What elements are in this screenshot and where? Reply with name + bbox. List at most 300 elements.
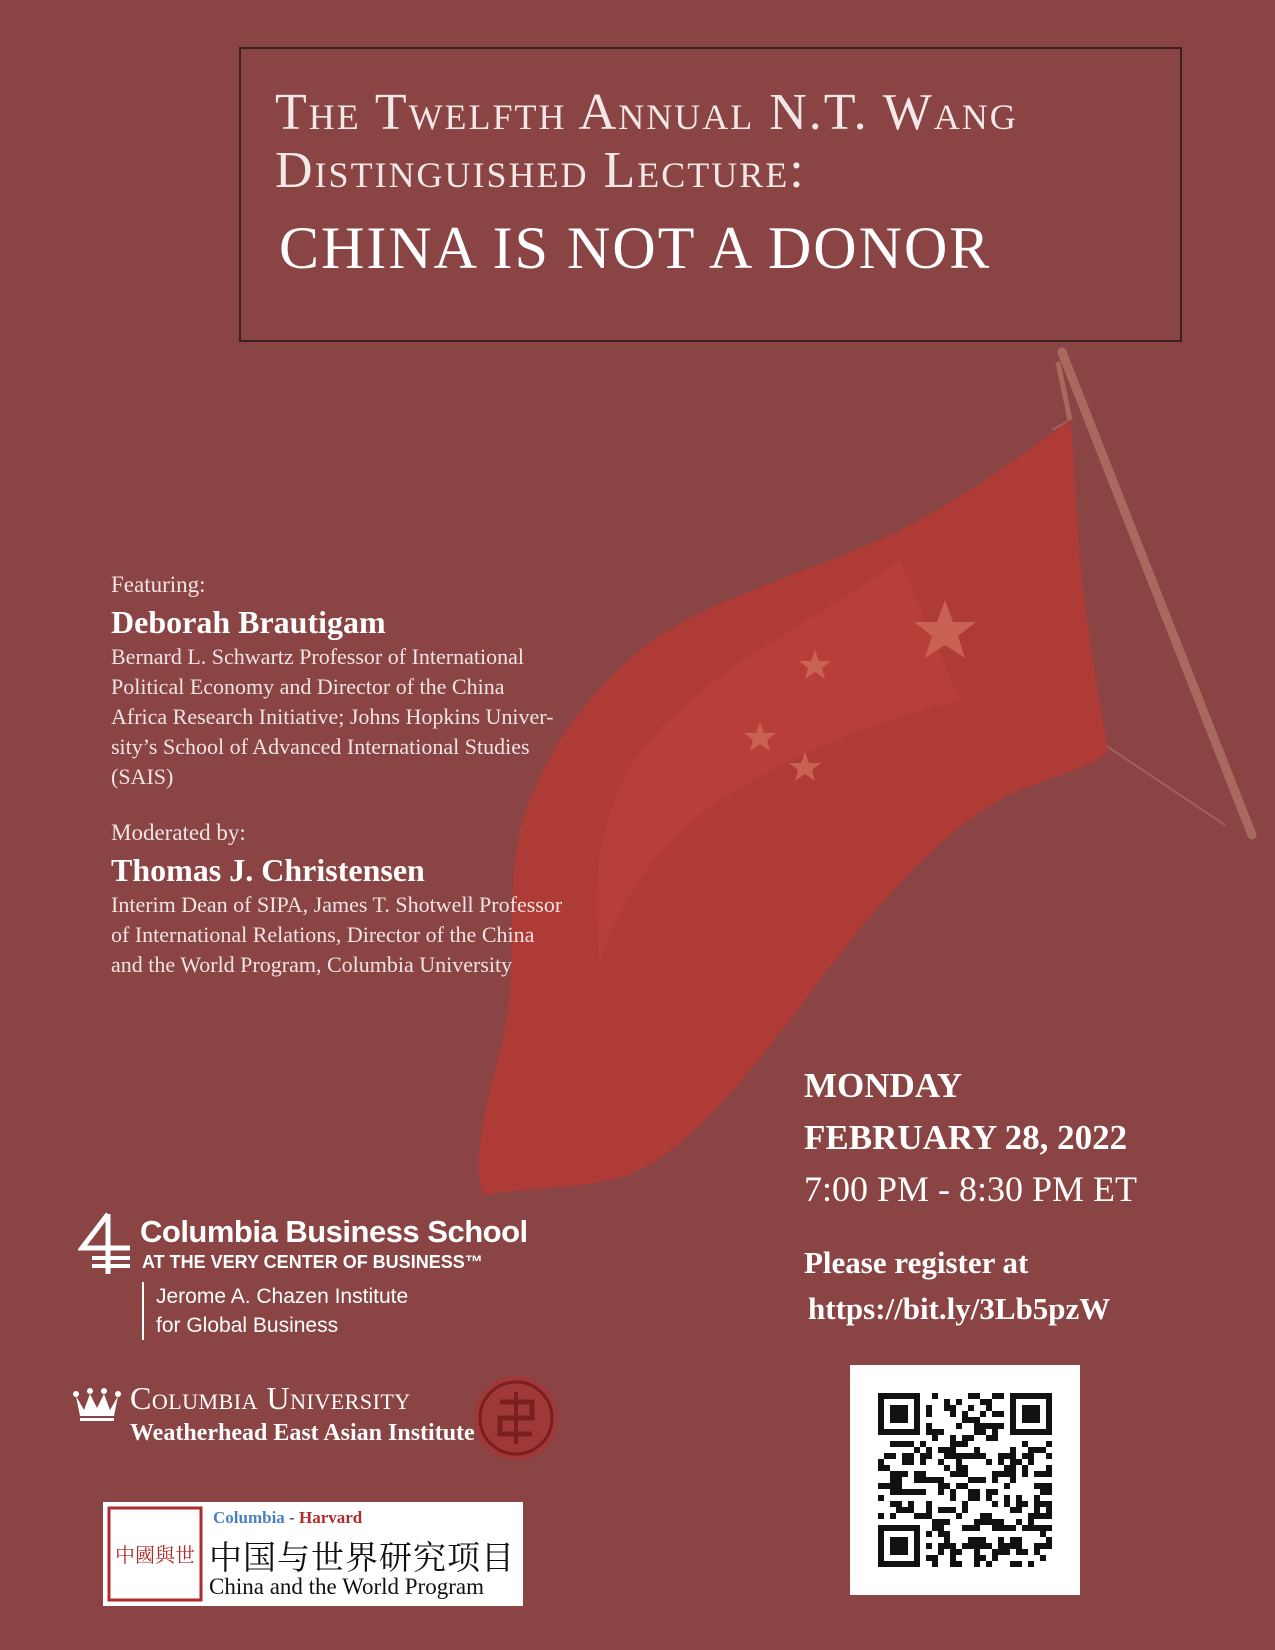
qr-module (1046, 1513, 1052, 1519)
qr-module (920, 1453, 926, 1459)
qr-module (902, 1459, 908, 1465)
qr-module (884, 1465, 890, 1471)
qr-module (974, 1423, 980, 1429)
qr-module (950, 1543, 956, 1549)
qr-module (1046, 1525, 1052, 1531)
qr-module (1046, 1537, 1052, 1543)
qr-module (956, 1549, 962, 1555)
qr-module (956, 1561, 962, 1567)
qr-module (992, 1519, 998, 1525)
qr-module (1010, 1471, 1016, 1477)
qr-module (1004, 1501, 1010, 1507)
qr-module (944, 1537, 950, 1543)
qr-module (956, 1471, 962, 1477)
qr-module (938, 1543, 944, 1549)
cwp-seal-glyphs: 中國與世 (115, 1543, 195, 1567)
qr-module (932, 1555, 938, 1561)
qr-module (974, 1477, 980, 1483)
qr-module (890, 1513, 896, 1519)
qr-module (1046, 1501, 1052, 1507)
qr-module (926, 1501, 932, 1507)
qr-module (968, 1477, 974, 1483)
moderator-description-line: of International Relations, Director of the China (111, 922, 535, 947)
qr-module (938, 1459, 944, 1465)
featuring-label: Featuring: (111, 572, 206, 597)
qr-module (914, 1447, 920, 1453)
qr-module (1022, 1501, 1028, 1507)
speaker-description-line: sity’s School of Advanced International Studies (111, 734, 530, 759)
qr-module (1016, 1549, 1022, 1555)
speaker-description (111, 642, 631, 792)
cbs-name: Columbia Business School (140, 1214, 528, 1249)
qr-module (986, 1423, 992, 1429)
qr-module (1010, 1459, 1016, 1465)
qr-module (1046, 1543, 1052, 1549)
qr-module (908, 1441, 914, 1447)
qr-module (938, 1483, 944, 1489)
lecture-title: CHINA IS NOT A DONOR (279, 215, 992, 281)
cwp-chinese-name: 中国与世界研究项目 (209, 1538, 515, 1577)
qr-module (1040, 1513, 1046, 1519)
qr-module (944, 1531, 950, 1537)
qr-module (980, 1543, 986, 1549)
qr-module (1040, 1483, 1046, 1489)
qr-module (926, 1423, 932, 1429)
qr-module (1004, 1495, 1010, 1501)
chinese-seal-icon (105, 1504, 205, 1604)
qr-module (938, 1519, 944, 1525)
qr-code-icon (850, 1365, 1080, 1595)
qr-module (974, 1549, 980, 1555)
qr-module (980, 1411, 986, 1417)
qr-module (1010, 1477, 1016, 1483)
qr-module (938, 1477, 944, 1483)
qr-module (980, 1519, 986, 1525)
speaker-description-line: Political Economy and Director of the China (111, 674, 505, 699)
columbia-university-logo (72, 1378, 592, 1468)
moderator-description-line: Interim Dean of SIPA, James T. Shotwell Professor (111, 892, 563, 917)
qr-module (1040, 1555, 1046, 1561)
qr-module (986, 1435, 992, 1441)
qr-module (986, 1489, 992, 1495)
qr-module (1040, 1501, 1046, 1507)
qr-module (944, 1453, 950, 1459)
qr-module (1034, 1447, 1040, 1453)
qr-module (956, 1513, 962, 1519)
qr-module (980, 1513, 986, 1519)
qr-module (926, 1429, 932, 1435)
qr-module (1010, 1453, 1016, 1459)
qr-module (890, 1537, 908, 1555)
qr-module (974, 1393, 980, 1399)
qr-module (908, 1453, 914, 1459)
qr-module (992, 1489, 998, 1495)
qr-module (950, 1507, 956, 1513)
qr-module (938, 1447, 944, 1453)
qr-module (1040, 1531, 1046, 1537)
qr-module (1010, 1537, 1016, 1543)
qr-module (986, 1543, 992, 1549)
qr-module (1004, 1549, 1010, 1555)
qr-module (1010, 1525, 1016, 1531)
qr-module (998, 1411, 1004, 1417)
qr-module (1040, 1525, 1046, 1531)
qr-module (932, 1477, 938, 1483)
qr-module (950, 1435, 956, 1441)
qr-module (968, 1495, 974, 1501)
qr-module (1010, 1561, 1016, 1567)
qr-module (920, 1477, 926, 1483)
qr-module (926, 1513, 932, 1519)
qr-module (896, 1441, 902, 1447)
qr-module (962, 1507, 968, 1513)
qr-module (980, 1537, 986, 1543)
qr-module (878, 1465, 884, 1471)
qr-module (992, 1471, 998, 1477)
qr-module (974, 1555, 980, 1561)
qr-module (920, 1513, 926, 1519)
qr-module (902, 1507, 908, 1513)
qr-module (986, 1513, 992, 1519)
qr-module (1022, 1453, 1028, 1459)
qr-module (932, 1429, 938, 1435)
moderator-label: Moderated by: (111, 820, 246, 845)
qr-module (890, 1501, 896, 1507)
qr-module (968, 1453, 974, 1459)
qr-module (1034, 1513, 1040, 1519)
qr-module (980, 1555, 986, 1561)
qr-module (920, 1441, 926, 1447)
seal-icon (470, 1372, 562, 1464)
event-details (804, 1060, 1244, 1332)
qr-module (932, 1435, 938, 1441)
qr-module (1040, 1447, 1046, 1453)
qr-module (974, 1447, 980, 1453)
cbs-institute-line: for Global Business (156, 1314, 339, 1337)
qr-module (992, 1393, 998, 1399)
qr-module (920, 1489, 926, 1495)
title-line-2: Distinguished Lecture: (275, 142, 806, 199)
qr-module (950, 1447, 956, 1453)
qr-module (1022, 1465, 1028, 1471)
qr-module (950, 1495, 956, 1501)
qr-module (962, 1411, 968, 1417)
qr-module (1046, 1483, 1052, 1489)
qr-module (992, 1549, 998, 1555)
qr-module (920, 1471, 926, 1477)
qr-module (926, 1447, 932, 1453)
speaker-description-line: Africa Research Initiative; Johns Hopkins Univer- (111, 704, 554, 729)
qr-module (1010, 1447, 1016, 1453)
qr-module (998, 1549, 1004, 1555)
qr-module (896, 1507, 902, 1513)
qr-module (986, 1405, 992, 1411)
qr-module (878, 1495, 884, 1501)
qr-module (968, 1435, 974, 1441)
china-world-program-logo (103, 1502, 523, 1606)
crown-icon (72, 1386, 122, 1422)
qr-module (1022, 1441, 1028, 1447)
qr-module (896, 1471, 902, 1477)
qr-module (926, 1411, 932, 1417)
qr-module (992, 1429, 998, 1435)
qr-module (944, 1483, 950, 1489)
qr-module (902, 1441, 908, 1447)
qr-module (1022, 1471, 1028, 1477)
qr-module (896, 1501, 902, 1507)
qr-module (944, 1519, 950, 1525)
qr-module (938, 1507, 944, 1513)
cbs-logo (78, 1212, 598, 1342)
qr-module (998, 1423, 1004, 1429)
qr-module (1022, 1405, 1040, 1423)
moderator-description (111, 890, 631, 980)
qr-module (950, 1441, 956, 1447)
qr-module (1046, 1489, 1052, 1495)
qr-module (1040, 1471, 1046, 1477)
qr-module (1034, 1495, 1040, 1501)
qr-module (1034, 1471, 1040, 1477)
qr-module (980, 1429, 986, 1435)
weatherhead-institute-name: Weatherhead East Asian Institute (130, 1420, 475, 1446)
qr-module (992, 1501, 998, 1507)
qr-module (950, 1405, 956, 1411)
speaker-name: Deborah Brautigam (111, 604, 386, 640)
qr-module (980, 1477, 986, 1483)
qr-module (1004, 1465, 1010, 1471)
qr-module (962, 1435, 968, 1441)
cwp-harvard: Harvard (298, 1508, 363, 1527)
qr-module (938, 1489, 944, 1495)
qr-module (1034, 1507, 1040, 1513)
qr-module (1034, 1501, 1040, 1507)
qr-module (950, 1555, 956, 1561)
qr-module (1028, 1561, 1034, 1567)
qr-module (938, 1429, 944, 1435)
qr-module (1046, 1441, 1052, 1447)
qr-module (1034, 1543, 1040, 1549)
qr-module (938, 1549, 944, 1555)
qr-module (1028, 1525, 1034, 1531)
qr-module (962, 1543, 968, 1549)
event-day: MONDAY (804, 1066, 963, 1105)
qr-module (1004, 1525, 1010, 1531)
qr-module (938, 1531, 944, 1537)
moderator-description-line: and the World Program, Columbia University (111, 952, 513, 977)
qr-module (890, 1489, 896, 1495)
qr-module (1016, 1507, 1022, 1513)
qr-module (962, 1417, 968, 1423)
qr-module (950, 1489, 956, 1495)
qr-module (998, 1519, 1004, 1525)
qr-module (956, 1399, 962, 1405)
qr-module (968, 1537, 974, 1543)
qr-module (992, 1435, 998, 1441)
qr-module (920, 1459, 926, 1465)
qr-module (1010, 1507, 1016, 1513)
qr-module (926, 1405, 932, 1411)
qr-module (992, 1411, 998, 1417)
qr-code[interactable] (850, 1365, 1080, 1595)
cbs-divider (142, 1282, 144, 1340)
qr-module (956, 1441, 962, 1447)
qr-module (986, 1561, 992, 1567)
qr-module (950, 1411, 956, 1417)
qr-module (890, 1471, 896, 1477)
qr-module (974, 1489, 980, 1495)
qr-module (926, 1531, 932, 1537)
qr-module (1028, 1513, 1034, 1519)
qr-module (962, 1501, 968, 1507)
qr-module (974, 1519, 980, 1525)
qr-module (1046, 1465, 1052, 1471)
qr-module (956, 1423, 962, 1429)
qr-module (956, 1465, 962, 1471)
qr-module (896, 1489, 902, 1495)
qr-module (944, 1507, 950, 1513)
qr-module (1028, 1459, 1034, 1465)
cbs-tagline: AT THE VERY CENTER OF BUSINESS™ (142, 1252, 483, 1272)
speaker-description-line: (SAIS) (111, 764, 174, 789)
qr-module (974, 1495, 980, 1501)
qr-module (890, 1483, 896, 1489)
qr-module (1010, 1465, 1016, 1471)
qr-module (1034, 1525, 1040, 1531)
qr-module (1034, 1483, 1040, 1489)
qr-module (1004, 1543, 1010, 1549)
qr-module (992, 1525, 998, 1531)
qr-module (1010, 1543, 1016, 1549)
qr-module (974, 1561, 980, 1567)
qr-module (878, 1513, 884, 1519)
qr-module (1034, 1549, 1040, 1555)
qr-module (1040, 1489, 1046, 1495)
cwp-dash: - (284, 1508, 299, 1527)
qr-module (902, 1453, 908, 1459)
qr-module (908, 1489, 914, 1495)
register-link[interactable]: https://bit.ly/3Lb5pzW (808, 1291, 1111, 1326)
register-label: Please register at (804, 1245, 1029, 1280)
cwp-columbia: Columbia (213, 1508, 285, 1527)
qr-module (956, 1459, 962, 1465)
qr-module (944, 1465, 950, 1471)
qr-module (908, 1459, 914, 1465)
qr-module (974, 1525, 980, 1531)
qr-module (992, 1423, 998, 1429)
qr-module (974, 1417, 980, 1423)
qr-module (1016, 1459, 1022, 1465)
qr-module (914, 1471, 920, 1477)
qr-module (914, 1513, 920, 1519)
qr-module (956, 1453, 962, 1459)
event-date: FEBRUARY 28, 2022 (804, 1118, 1128, 1157)
qr-module (998, 1543, 1004, 1549)
qr-module (962, 1471, 968, 1477)
qr-module (896, 1483, 902, 1489)
qr-module (902, 1489, 908, 1495)
qr-module (950, 1453, 956, 1459)
qr-module (932, 1561, 938, 1567)
columbia-university-name: Columbia University (130, 1380, 411, 1416)
qr-module (1028, 1519, 1034, 1525)
qr-module (932, 1393, 938, 1399)
cwp-english-name: China and the World Program (209, 1574, 484, 1599)
qr-module (974, 1543, 980, 1549)
qr-module (956, 1483, 962, 1489)
cbs-emblem-icon (78, 1212, 136, 1276)
qr-module (932, 1519, 938, 1525)
qr-module (950, 1471, 956, 1477)
cwp-universities (213, 1508, 362, 1528)
event-time: 7:00 PM - 8:30 PM ET (804, 1169, 1138, 1209)
qr-module (974, 1537, 980, 1543)
qr-module (998, 1525, 1004, 1531)
qr-module (992, 1477, 998, 1483)
qr-module (896, 1477, 902, 1483)
qr-module (908, 1507, 914, 1513)
qr-module (1022, 1525, 1028, 1531)
qr-module (968, 1393, 974, 1399)
speakers-section (111, 570, 631, 980)
qr-module (1004, 1483, 1010, 1489)
qr-module (944, 1447, 950, 1453)
qr-module (980, 1399, 986, 1405)
qr-module (962, 1525, 968, 1531)
qr-module (914, 1477, 920, 1483)
qr-module (962, 1453, 968, 1459)
qr-module (890, 1477, 896, 1483)
title-line-1: The Twelfth Annual N.T. Wang (275, 84, 1018, 141)
qr-module (1028, 1447, 1034, 1453)
qr-module (908, 1501, 914, 1507)
qr-module (950, 1561, 956, 1567)
qr-module (878, 1459, 884, 1465)
qr-module (878, 1483, 884, 1489)
qr-module (980, 1423, 986, 1429)
qr-module (1004, 1471, 1010, 1477)
qr-module (1046, 1507, 1052, 1513)
qr-module (1022, 1549, 1028, 1555)
qr-module (998, 1471, 1004, 1477)
qr-module (974, 1429, 980, 1435)
qr-module (1016, 1561, 1022, 1567)
qr-module (950, 1549, 956, 1555)
qr-module (980, 1453, 986, 1459)
qr-module (998, 1453, 1004, 1459)
qr-module (998, 1393, 1004, 1399)
qr-module (1046, 1453, 1052, 1459)
qr-module (890, 1453, 896, 1459)
qr-module (944, 1543, 950, 1549)
qr-module (962, 1441, 968, 1447)
qr-module (884, 1453, 890, 1459)
qr-module (998, 1459, 1004, 1465)
qr-module (968, 1417, 974, 1423)
qr-module (884, 1483, 890, 1489)
qr-module (1040, 1543, 1046, 1549)
qr-module (962, 1483, 968, 1489)
title-box (239, 47, 1182, 342)
qr-module (926, 1543, 932, 1549)
qr-module (974, 1453, 980, 1459)
qr-module (944, 1405, 950, 1411)
qr-module (1016, 1519, 1022, 1525)
qr-module (986, 1495, 992, 1501)
qr-module (914, 1489, 920, 1495)
qr-module (998, 1537, 1004, 1543)
qr-module (926, 1507, 932, 1513)
moderator-name: Thomas J. Christensen (111, 852, 425, 888)
